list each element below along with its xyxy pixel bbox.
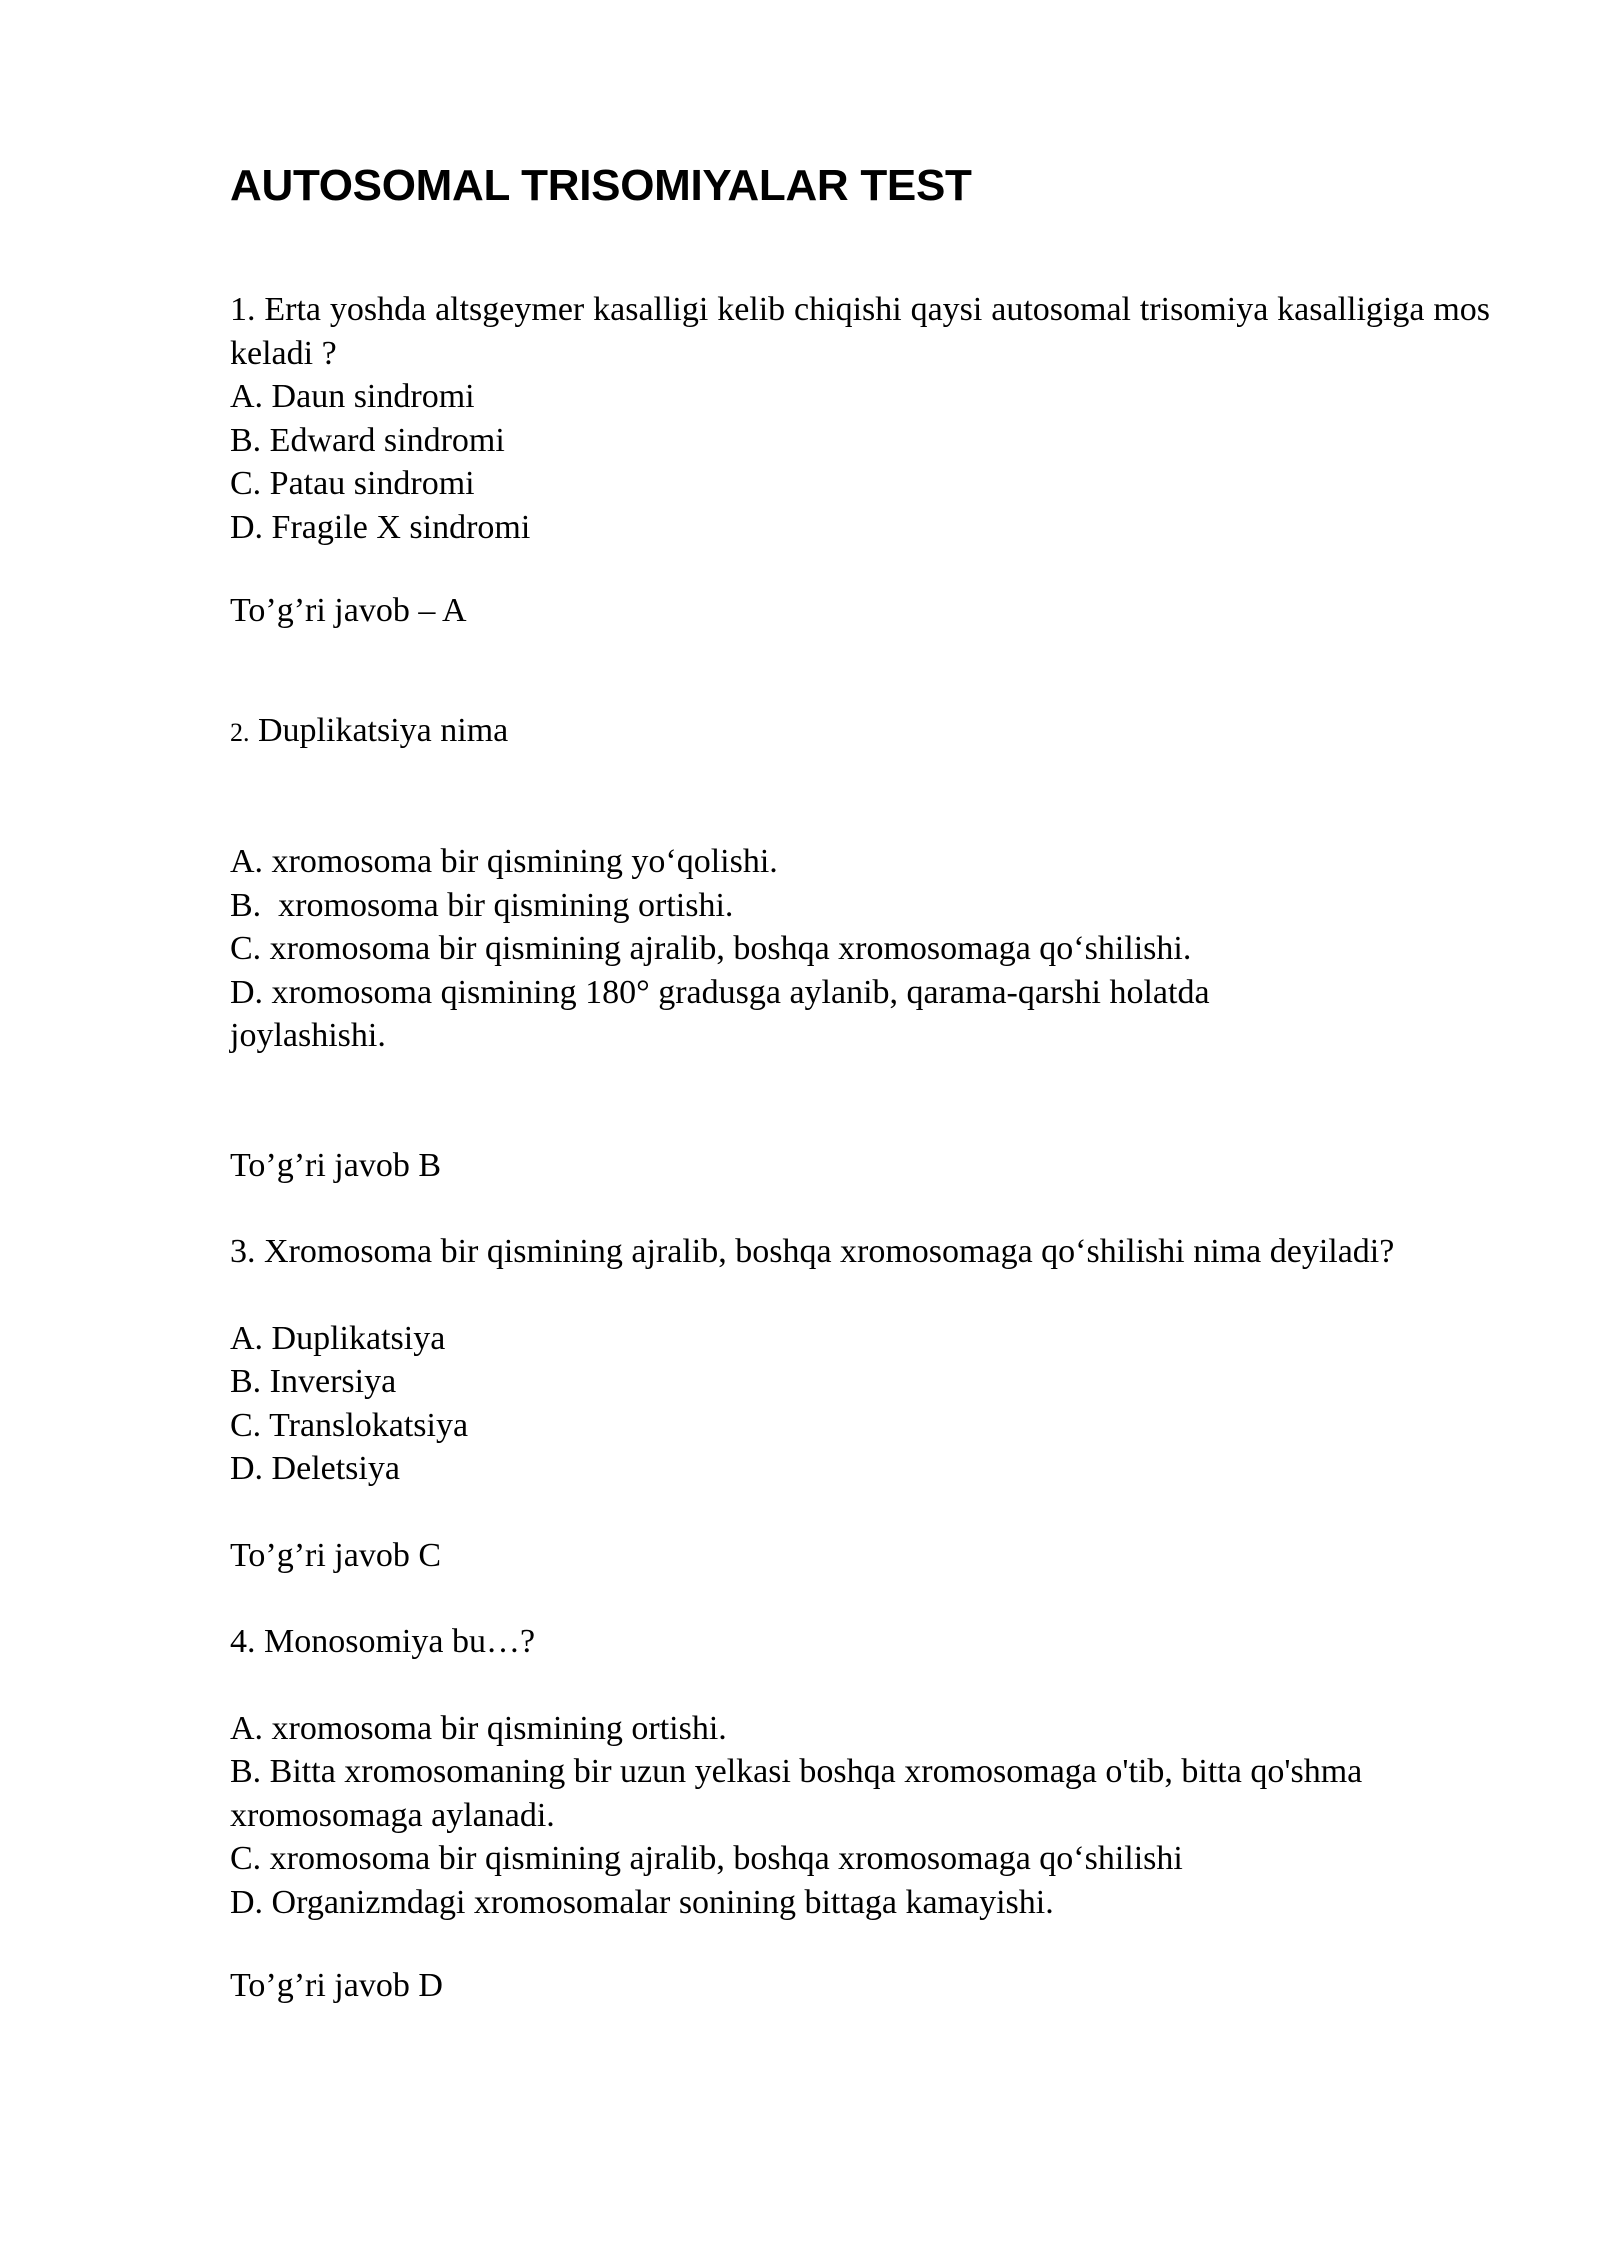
option-b: B. Inversiya	[230, 1363, 397, 1400]
option-a: A. xromosoma bir qismining yo‘qolishi.	[230, 843, 778, 880]
option-b: B. Edward sindromi	[230, 421, 505, 459]
question-3	[230, 1230, 1490, 1577]
option-c: C. Translokatsiya	[230, 1406, 469, 1444]
question-text: 4. Monosomiya bu…?	[230, 1623, 536, 1660]
question-text: 1. Erta yoshda altsgeymer kasalligi kelib chiqishi qaysi autosomal trisomiya kasalligiga mos keladi ?	[230, 291, 1490, 372]
question-4	[230, 1620, 1490, 2008]
correct-answer: To’g’ri javob B	[230, 1146, 442, 1184]
options-list	[230, 840, 1490, 1058]
question-label: Duplikatsiya nima	[249, 711, 509, 749]
options-list	[230, 1707, 1490, 1925]
correct-answer: To’g’ri javob D	[230, 1967, 443, 2004]
question-number: 2.	[230, 717, 250, 747]
option-a: A. Daun sindromi	[230, 378, 475, 415]
option-c: C. Patau sindromi	[230, 465, 475, 502]
question-1	[230, 288, 1490, 633]
question-text: 3. Xromosoma bir qismining ajralib, boshqa xromosomaga qo‘shilishi nima deyiladi?	[230, 1233, 1395, 1270]
option-a: A. xromosoma bir qismining ortishi.	[230, 1709, 727, 1747]
question-text	[230, 709, 1490, 755]
options-list	[230, 375, 1490, 549]
option-d: D. Deletsiya	[230, 1450, 400, 1487]
option-d: D. xromosoma qismining 180° gradusga aylanib, qarama-qarshi holatda joylashishi.	[230, 973, 1210, 1054]
document-page	[230, 160, 1490, 2008]
question-2	[230, 709, 1490, 1188]
option-c: C. xromosoma bir qismining ajralib, boshqa xromosomaga qo‘shilishi.	[230, 930, 1192, 967]
option-d: D. Organizmdagi xromosomalar sonining bittaga kamayishi.	[230, 1883, 1054, 1921]
option-d: D. Fragile X sindromi	[230, 508, 531, 546]
document-title: AUTOSOMAL TRISOMIYALAR TEST	[230, 161, 972, 210]
option-a: A. Duplikatsiya	[230, 1319, 446, 1357]
option-b: B. Bitta xromosomaning bir uzun yelkasi boshqa xromosomaga o'tib, bitta qo'shma xromosomaga aylanadi.	[230, 1753, 1363, 1834]
options-list	[230, 1317, 1490, 1491]
correct-answer: To’g’ri javob – A	[230, 592, 467, 629]
option-b: B. xromosoma bir qismining ortishi.	[230, 886, 734, 924]
option-c: C. xromosoma bir qismining ajralib, boshqa xromosomaga qo‘shilishi	[230, 1840, 1183, 1877]
correct-answer: To’g’ri javob C	[230, 1536, 442, 1574]
